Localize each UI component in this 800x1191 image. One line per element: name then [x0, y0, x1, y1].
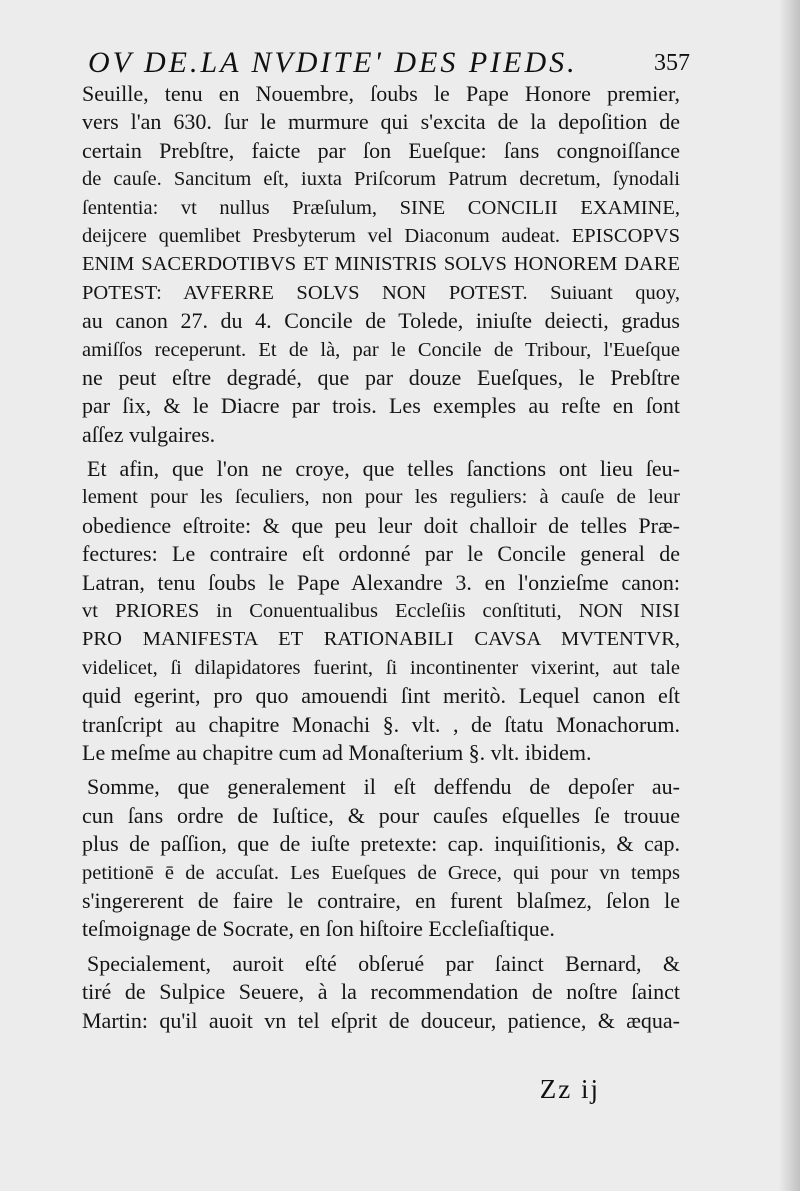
text-line: ne peut eſtre degradé, que par douze Eueſques, le Prebſtre — [82, 364, 680, 390]
text-line: lement pour les ſeculiers, non pour les reguliers: à cauſe de leur — [82, 486, 680, 509]
text-line: PRO MANIFESTA ET RATIONABILI CAVSA MVTENTVR, — [82, 628, 680, 651]
text-line: tiré de Sulpice Seuere, à la recommendation de noſtre ſainct — [82, 979, 680, 1005]
text-line: Latran, tenu ſoubs le Pape Alexandre 3. en l'onzieſme canon: — [82, 569, 680, 595]
text-line: POTEST: AVFERRE SOLVS NON POTEST. Suiuant quoy, — [82, 281, 680, 304]
text-line: petitionē ē de accuſat. Les Eueſques de Grece, qui pour vn temps — [82, 861, 680, 884]
text-line: teſmoignage de Socrate, en ſon hiſtoire Eccleſiaſtique. — [82, 916, 555, 942]
text-line: aſſez vulgaires. — [82, 421, 216, 447]
signature-mark: Zz ij — [539, 1074, 600, 1104]
text-line: fectures: Le contraire eſt ordonné par le Concile general de — [82, 541, 680, 567]
text-line: amiſſos receperunt. Et de là, par le Concile de Tribour, l'Eueſque — [82, 338, 680, 361]
text-line: au canon 27. du 4. Concile de Tolede, iniuſte deiecti, gradus — [82, 308, 680, 334]
text-line: videlicet, ſi dilapidatores fuerint, ſi incontinenter vixerint, aut tale — [82, 656, 680, 679]
page-header — [80, 44, 690, 84]
text-line: Specialement, auroit eſté obſerué par ſainct Bernard, & — [87, 950, 680, 976]
text-line: ENIM SACERDOTIBVS ET MINISTRIS SOLVS HONOREM DARE — [82, 253, 680, 276]
text-line: Et afin, que l'on ne croye, que telles ſanctions ont lieu ſeu- — [87, 456, 680, 482]
text-line: Seuille, tenu en Nouembre, ſoubs le Pape Honore premier, — [82, 81, 680, 106]
text-line: deijcere quemlibet Presbyterum vel Diaconum audeat. EPISCOPVS — [82, 224, 680, 247]
text-line: vers l'an 630. ſur le murmure qui s'excita de la depoſition de — [82, 109, 680, 135]
running-head: OV DE.LA NVDITE' DES PIEDS. — [88, 46, 578, 79]
text-line: de cauſe. Sancitum eſt, iuxta Priſcorum Patrum decretum, ſynodali — [82, 168, 680, 191]
text-line: ſententia: vt nullus Præſulum, SINE CONCILII EXAMINE, — [82, 196, 680, 219]
text-line: s'ingererent de faire le contraire, en furent blaſmez, ſelon le — [82, 887, 680, 913]
text-line: Somme, que generalement il eſt deffendu de depoſer au- — [87, 774, 680, 800]
text-line: quid egerint, pro quo amouendi ſint meritò. Lequel canon eſt — [82, 683, 680, 709]
text-line: certain Prebſtre, faicte par ſon Eueſque: ſans congnoiſſance — [82, 137, 680, 163]
text-line: Le meſme au chapitre cum ad Monaſterium §. vlt. ibidem. — [82, 739, 592, 765]
body-text — [82, 80, 680, 1035]
text-line: tranſcript au chapitre Monachi §. vlt. , de ſtatu Monachorum. — [82, 711, 680, 737]
page-number: 357 — [654, 50, 690, 76]
text-line: vt PRIORES in Conuentualibus Eccleſiis conſtituti, NON NISI — [82, 600, 680, 623]
text-line: par ſix, & le Diacre par trois. Les exemples au reſte en ſont — [82, 393, 680, 419]
text-line: cun ſans ordre de Iuſtice, & pour cauſes eſquelles ſe trouue — [82, 802, 680, 828]
text-line: plus de paſſion, que de iuſte pretexte: cap. inquiſitionis, & cap. — [82, 831, 680, 857]
text-line: Martin: qu'il auoit vn tel eſprit de douceur, patience, & æqua- — [82, 1007, 680, 1033]
text-line: obedience eſtroite: & que peu leur doit challoir de telles Præ- — [82, 512, 680, 538]
